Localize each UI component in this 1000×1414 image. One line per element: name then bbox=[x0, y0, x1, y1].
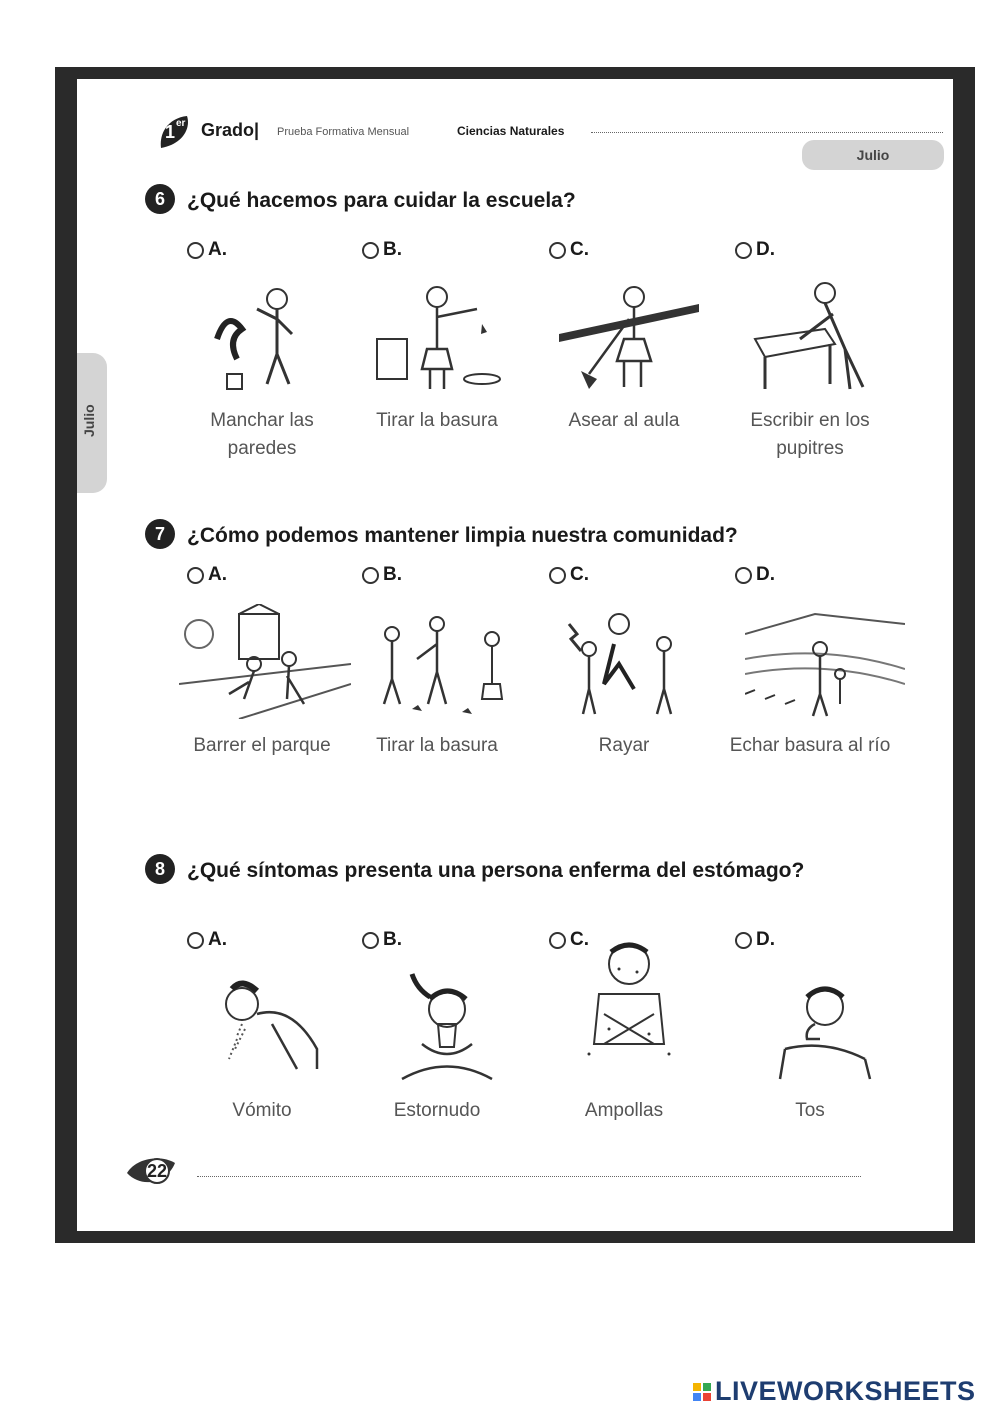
option-header bbox=[362, 929, 402, 951]
radio-button[interactable] bbox=[549, 242, 566, 259]
girl-sneezing-icon bbox=[372, 969, 512, 1084]
option-letter: D. bbox=[756, 564, 775, 585]
option-header bbox=[735, 564, 775, 586]
option-b[interactable] bbox=[362, 564, 532, 804]
subject: Ciencias Naturales bbox=[457, 124, 565, 138]
option-caption: Asear al aula bbox=[568, 410, 680, 431]
radio-button[interactable] bbox=[362, 567, 379, 584]
option-letter: B. bbox=[383, 239, 402, 260]
option-letter: C. bbox=[570, 929, 589, 950]
children-throwing-trash-icon bbox=[372, 604, 512, 719]
option-header bbox=[187, 929, 227, 951]
option-caption: Rayar bbox=[598, 735, 650, 756]
radio-button[interactable] bbox=[187, 932, 204, 949]
option-a[interactable] bbox=[187, 239, 357, 479]
boy-vomiting-icon bbox=[197, 969, 337, 1084]
option-c[interactable] bbox=[549, 239, 719, 479]
radio-button[interactable] bbox=[735, 567, 752, 584]
option-letter: B. bbox=[383, 564, 402, 585]
header-divider bbox=[591, 132, 943, 133]
month-tab: Julio bbox=[802, 140, 944, 170]
subtitle: Prueba Formativa Mensual bbox=[277, 126, 410, 138]
option-a[interactable] bbox=[187, 564, 357, 804]
option-d[interactable] bbox=[735, 929, 905, 1169]
option-b[interactable] bbox=[362, 929, 532, 1169]
option-d[interactable] bbox=[729, 564, 905, 804]
option-caption: Manchar las paredes bbox=[210, 410, 314, 459]
page-number: 22 bbox=[147, 1161, 168, 1181]
boy-coughing-icon bbox=[745, 969, 885, 1084]
option-letter: A. bbox=[208, 929, 227, 950]
option-caption: Tirar la basura bbox=[376, 410, 498, 431]
option-header bbox=[549, 239, 589, 261]
radio-button[interactable] bbox=[735, 242, 752, 259]
option-caption: Tos bbox=[795, 1100, 825, 1121]
option-letter: D. bbox=[756, 929, 775, 950]
child-with-blisters-icon bbox=[559, 934, 699, 1084]
option-caption: Estornudo bbox=[393, 1100, 481, 1121]
option-letter: A. bbox=[208, 564, 227, 585]
option-header bbox=[362, 564, 402, 586]
girl-sweeping-icon bbox=[559, 279, 699, 394]
question-text: ¿Qué síntomas presenta una persona enferma del estómago? bbox=[187, 859, 805, 882]
grade-number: 1 bbox=[165, 122, 176, 142]
option-caption: Ampollas bbox=[584, 1100, 664, 1121]
liveworksheets-logo bbox=[693, 1376, 976, 1407]
option-letter: A. bbox=[208, 239, 227, 260]
option-header bbox=[187, 564, 227, 586]
question-number: 7 bbox=[145, 519, 175, 549]
option-letter: B. bbox=[383, 929, 402, 950]
option-header bbox=[735, 239, 775, 261]
option-b[interactable] bbox=[362, 239, 532, 479]
page-footer bbox=[127, 1155, 867, 1195]
radio-button[interactable] bbox=[187, 567, 204, 584]
option-letter: C. bbox=[570, 564, 589, 585]
option-c[interactable] bbox=[549, 564, 719, 804]
people-dumping-river-icon bbox=[745, 604, 905, 719]
option-letter: C. bbox=[570, 239, 589, 260]
question-number: 8 bbox=[145, 854, 175, 884]
worksheet-page bbox=[77, 79, 953, 1231]
option-caption: Barrer el parque bbox=[193, 735, 331, 756]
radio-button[interactable] bbox=[362, 242, 379, 259]
page-header bbox=[157, 114, 947, 174]
radio-button[interactable] bbox=[362, 932, 379, 949]
option-caption: Escribir en los pupitres bbox=[750, 410, 870, 459]
option-caption: Tirar la basura bbox=[376, 735, 498, 756]
radio-button[interactable] bbox=[549, 567, 566, 584]
question-7-options bbox=[187, 564, 891, 804]
people-sweeping-park-icon bbox=[179, 604, 351, 719]
grade-ordinal: er bbox=[176, 118, 186, 129]
question-text: ¿Cómo podemos mantener limpia nuestra comunidad? bbox=[187, 524, 738, 547]
question-text: ¿Qué hacemos para cuidar la escuela? bbox=[187, 189, 576, 212]
option-letter: D. bbox=[756, 239, 775, 260]
option-caption: Echar basura al río bbox=[729, 735, 891, 756]
option-d[interactable] bbox=[735, 239, 905, 479]
option-header bbox=[735, 929, 775, 951]
option-a[interactable] bbox=[187, 929, 357, 1169]
boy-writing-on-desk-icon bbox=[745, 279, 885, 394]
option-header bbox=[549, 564, 589, 586]
option-header bbox=[362, 239, 402, 261]
grade-label bbox=[165, 118, 260, 142]
grade-word: Grado| bbox=[201, 120, 260, 140]
brand-name: LIVEWORKSHEETS bbox=[715, 1376, 976, 1406]
side-month-label: Julio bbox=[81, 404, 97, 437]
radio-button[interactable] bbox=[735, 932, 752, 949]
option-caption: Vómito bbox=[232, 1100, 292, 1121]
option-c[interactable] bbox=[549, 929, 719, 1169]
question-6-options bbox=[187, 239, 887, 479]
footer-divider bbox=[197, 1176, 861, 1177]
children-scribbling-wall-icon bbox=[559, 604, 699, 719]
question-8-options bbox=[187, 929, 887, 1169]
girl-throwing-trash-icon bbox=[372, 279, 512, 394]
radio-button[interactable] bbox=[187, 242, 204, 259]
liveworksheets-mark-icon bbox=[693, 1383, 711, 1401]
side-month-tab bbox=[77, 353, 107, 493]
question-number: 6 bbox=[145, 184, 175, 214]
page-frame bbox=[55, 67, 975, 1243]
option-header bbox=[187, 239, 227, 261]
boy-drawing-on-wall-icon bbox=[197, 279, 337, 394]
